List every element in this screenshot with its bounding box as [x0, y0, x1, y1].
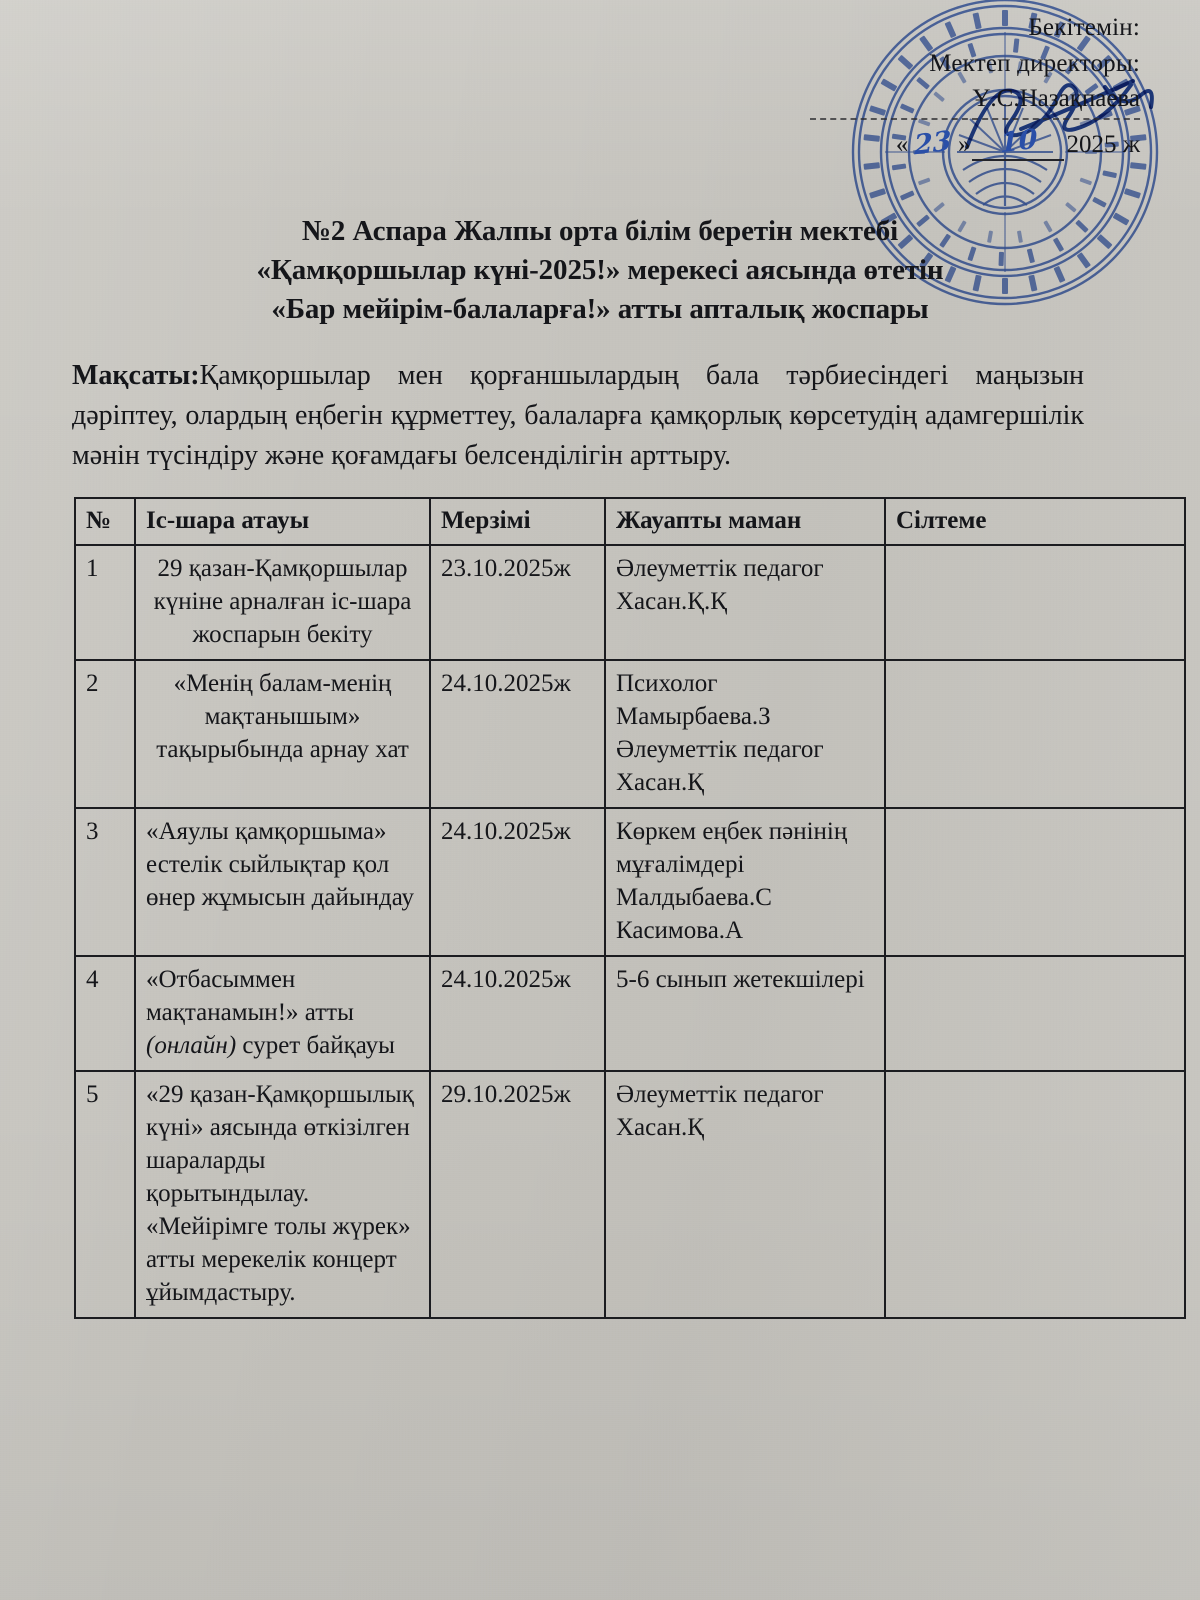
table-row	[75, 956, 1185, 1071]
table-row	[75, 808, 1185, 956]
header-date: Мерзімі	[430, 498, 605, 545]
date-month-handwritten: 10	[999, 123, 1038, 160]
cell-link[interactable]	[885, 808, 1185, 956]
cell-date: 24.10.2025ж	[430, 660, 605, 808]
date-year: 2025 ж	[1066, 131, 1140, 158]
cell-responsible: Әлеуметтік педагог Хасан.Қ	[605, 1071, 885, 1318]
cell-no: 4	[75, 956, 135, 1071]
cell-responsible: Психолог Мамырбаева.З Әлеуметтік педагог Хасан.Қ	[605, 660, 885, 808]
purpose-label: Мақсаты:	[72, 360, 200, 391]
date-month-blank	[972, 123, 1064, 161]
cell-link[interactable]	[885, 956, 1185, 1071]
document-title	[0, 212, 1200, 329]
table-row	[75, 545, 1185, 660]
cell-date: 24.10.2025ж	[430, 956, 605, 1071]
table-header-row	[75, 498, 1185, 545]
header-link: Сілтеме	[885, 498, 1185, 545]
cell-link[interactable]	[885, 545, 1185, 660]
cell-responsible: 5-6 сынып жетекшілері	[605, 956, 885, 1071]
title-line-2: «Қамқоршылар күні-2025!» мерекесі аясында өтетін	[256, 254, 944, 286]
header-responsible: Жауапты маман	[605, 498, 885, 545]
header-no: №	[75, 498, 135, 545]
approval-date	[810, 123, 1140, 163]
approval-label: Бекітемін:	[1028, 14, 1140, 41]
activity-name-part-1: «Отбасыммен мақтанамын!» атты	[146, 966, 354, 1026]
table-body	[75, 545, 1185, 1318]
purpose-text: Қамқоршылар мен қорғаншылардың бала тәрбиесіндегі маңызын дәріптеу, олардың еңбегін құрметтеу, балаларға қамқорлық көрсетудің адамгершілік мәнін түсіндіру және қоғамдағы белсенділігін арттыру.	[72, 360, 1084, 471]
cell-activity-name: «Аяулы қамқоршыма» естелік сыйлықтар қол өнер жұмысын дайындау	[135, 808, 430, 956]
cell-date: 29.10.2025ж	[430, 1071, 605, 1318]
plan-table-wrapper	[74, 497, 1184, 1319]
cell-link[interactable]	[885, 1071, 1185, 1318]
cell-no: 1	[75, 545, 135, 660]
table-row	[75, 660, 1185, 808]
activity-name-part-3: сурет байқауы	[236, 1032, 395, 1059]
cell-date: 23.10.2025ж	[430, 545, 605, 660]
cell-no: 2	[75, 660, 135, 808]
director-name: Ұ.С.Назақпаева	[972, 85, 1140, 112]
title-line-1: №2 Аспара Жалпы орта білім беретін мектебі	[301, 215, 899, 247]
cell-activity-name: «Менің балам-менің мақтанышым» тақырыбында арнау хат	[135, 660, 430, 808]
cell-activity-name	[135, 956, 430, 1071]
cell-responsible: Көркем еңбек пәнінің мұғалімдері Малдыбаева.С Касимова.А	[605, 808, 885, 956]
activity-name-italic: (онлайн)	[146, 1032, 237, 1059]
cell-responsible: Әлеуметтік педагог Хасан.Қ.Қ	[605, 545, 885, 660]
activity-plan-table	[74, 497, 1186, 1319]
cell-no: 5	[75, 1071, 135, 1318]
cell-no: 3	[75, 808, 135, 956]
purpose-paragraph	[72, 356, 1084, 476]
approval-block	[810, 10, 1140, 163]
quote-close: »	[957, 131, 971, 158]
signature-rule	[810, 118, 1140, 120]
title-line-3: «Бар мейірім-балаларға!» атты апталық жоспары	[271, 293, 929, 325]
cell-link[interactable]	[885, 660, 1185, 808]
quote-open: «	[895, 131, 909, 158]
cell-activity-name: 29 қазан-Қамқоршылар күніне арналған іс-шара жоспарын бекіту	[135, 545, 430, 660]
date-day-handwritten: 23	[914, 125, 953, 162]
director-label: Мектеп директоры:	[929, 50, 1140, 77]
cell-date: 24.10.2025ж	[430, 808, 605, 956]
cell-activity-name: «29 қазан-Қамқоршылық күні» аясында өткізілген шараларды қорытындылау. «Мейірімге толы жүрек» атты мерекелік концерт ұйымдастыру.	[135, 1071, 430, 1318]
table-row	[75, 1071, 1185, 1318]
header-activity-name: Іс-шара атауы	[135, 498, 430, 545]
